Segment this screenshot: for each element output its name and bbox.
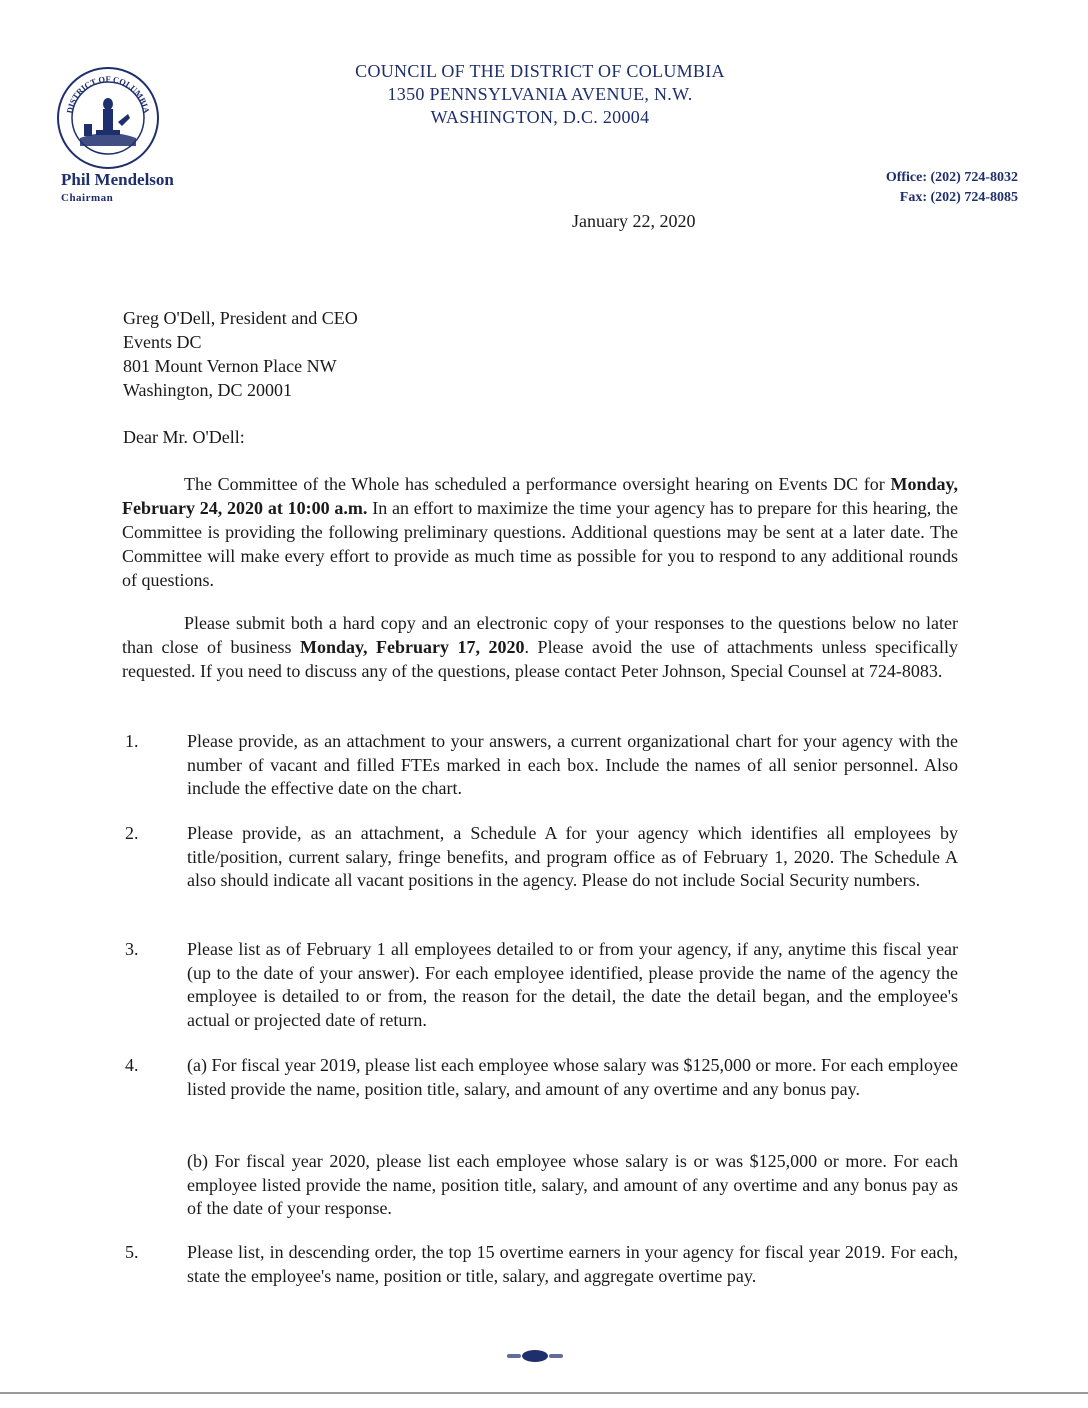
office-phone: Office: (202) 724-8032 [885,170,1018,185]
recipient-line: 801 Mount Vernon Place NW [123,356,337,376]
fax-number: Fax: (202) 724-8085 [899,190,1018,205]
intro-paragraph-2 [122,611,958,683]
question-number: 2. [125,823,139,843]
intro-text: In an effort to maximize the time your agency has to prepare for this hearing, the Committee is providing the following preliminary questions. Additional questions may be sent at a later date. The Committee will make every effort to provide as much time as possible for you to respond to any additional rounds of questions. [122,498,958,590]
question-text: Please provide, as an attachment, a Schedule A for your agency which identifies all employees by title/position, current salary, fringe benefits, and program office as of February 1, 2020. The Schedule A also should indicate all vacant positions in the agency. Please do not include Social Security numbers. [187,823,958,890]
intro-text: Please submit both a hard copy and an electronic copy of your responses to the questions below no later than close of business [122,613,958,657]
recipient-line: Washington, DC 20001 [123,380,293,400]
svg-text:DISTRICT OF COLUMBIA: DISTRICT OF COLUMBIA [64,73,152,115]
council-street: 1350 PENNSYLVANIA AVENUE, N.W. [387,84,693,104]
question-text: Please provide, as an attachment to your answers, a current organizational chart for your agency with the number of vacant and filled FTEs marked in each box. Include the names of all senior personnel. Also include the effective date on the chart. [187,731,958,798]
recipient-line: Events DC [123,332,202,352]
question-number: 3. [125,939,139,959]
question-number: 1. [125,731,139,751]
question-text: Please list, in descending order, the top 15 overtime earners in your agency for fiscal year 2019. For each, state the employee's name, position or title, salary, and aggregate overtime pay. [187,1242,958,1286]
chairman-name: Phil Mendelson [61,170,174,189]
council-name: COUNCIL OF THE DISTRICT OF COLUMBIA [355,61,725,81]
salutation: Dear Mr. O'Dell: [123,427,245,447]
contact-block [886,168,1018,208]
question-number: 5. [125,1242,139,1262]
recipient-line: Greg O'Dell, President and CEO [123,308,358,328]
council-seal-icon [56,66,160,170]
union-bug-icon [505,1349,565,1363]
question-text: (a) For fiscal year 2019, please list each employee whose salary was $125,000 or more. For each employee listed provide the name, position title, salary, and amount of any overtime and any bonus pay. [187,1055,958,1099]
question-text: Please list as of February 1 all employees detailed to or from your agency, if any, anytime this fiscal year (up to the date of your answer). For each employee identified, please provide the name of the agency the employee is detailed to or from, the reason for the detail, the date the detail began, and the employee's actual or projected date of return. [187,939,958,1030]
council-city: WASHINGTON, D.C. 20004 [430,107,650,127]
letter-date: January 22, 2020 [572,211,696,231]
deadline-date: Monday, February 17, 2020 [300,637,525,657]
chairman-title: Chairman [61,192,114,204]
intro-paragraph-1 [122,472,958,592]
council-letterhead [250,60,830,129]
intro-text: . Please avoid the use of attachments unless specifically requested. If you need to discuss any of the questions, please contact Peter Johnson, Special Counsel at 724-8083. [122,637,958,681]
page-bottom-rule [0,1392,1088,1394]
question-subpart: (b) For fiscal year 2020, please list each employee whose salary is or was $125,000 or more. For each employee listed provide the name, position title, salary, and amount of any overtime and any bonus pay as of the date of your response. [187,1151,958,1218]
recipient-address [123,306,358,402]
chairman-block [61,170,174,204]
question-number: 4. [125,1055,139,1075]
hearing-date: Monday, February 24, 2020 at 10:00 a.m. [122,474,958,518]
intro-text: The Committee of the Whole has scheduled a performance oversight hearing on Events DC for [184,474,885,494]
